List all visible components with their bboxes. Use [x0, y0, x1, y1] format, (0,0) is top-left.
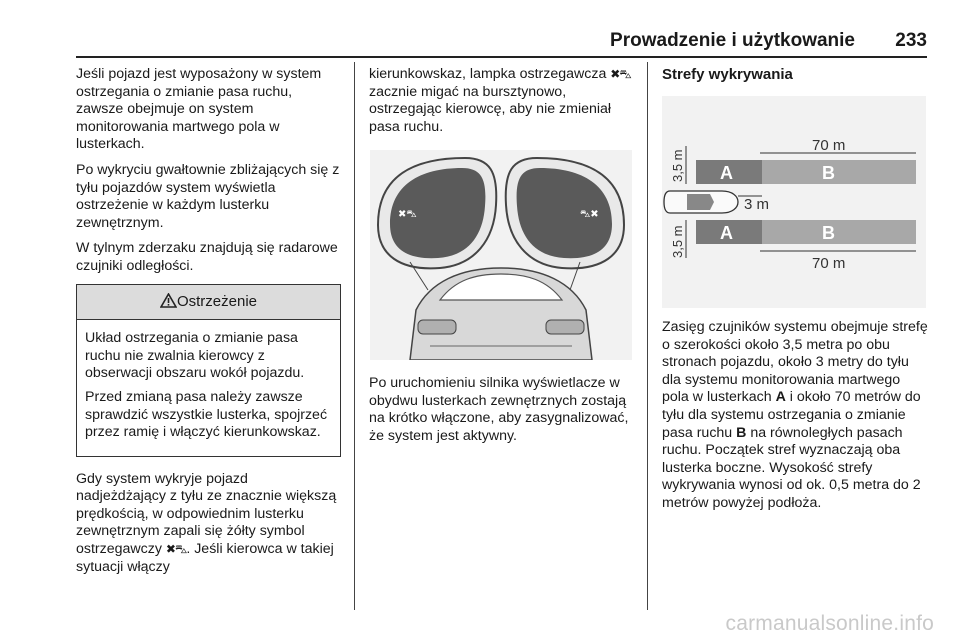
tail-light	[546, 320, 584, 334]
column-1	[76, 66, 341, 584]
text-run: . Jeśli kierowca w takiej sytuacji włączy	[76, 541, 334, 575]
zone-b-bottom	[762, 220, 916, 244]
text-run: na równoległych pasach ruchu. Początek stref wyznaczają oba lusterka boczne. Wysokość strefy wykrywania wynosi od ok. 0,5 metra do 2 metrów powyżej podłoża.	[662, 424, 921, 511]
column-3-lower	[662, 319, 928, 513]
column-3	[662, 66, 927, 90]
warning-header	[77, 285, 340, 321]
zone-b-label: B	[822, 223, 835, 243]
label-3-5m-top: 3,5 m	[670, 149, 685, 182]
mirror-alert-icon: ⛍✖	[580, 209, 599, 220]
warning-paragraph: Przed zmianą pasa należy zawsze sprawdzić wszystkie lusterka, spojrzeć przez ramię i włączyć kierunkowskaz.	[85, 388, 328, 441]
warning-box	[76, 284, 341, 457]
paragraph: Po wykryciu gwałtownie zbliżających się z tyłu pojazdów system wyświetla ostrzeżenie w każdym lusterku zewnętrznym.	[76, 161, 340, 231]
side-blind-spot-alert-icon: ✖⛍	[610, 67, 631, 81]
section-heading: Strefy wykrywania	[662, 66, 793, 83]
text-run: i około 70 metrów do tyłu dla systemu ostrzegania o zmianie pasa ruchu	[662, 389, 921, 441]
column-divider-1	[354, 62, 355, 610]
zone-b-ref: B	[736, 424, 747, 441]
tail-light	[418, 320, 456, 334]
label-70m-bottom: 70 m	[812, 255, 846, 272]
column-2	[369, 66, 635, 144]
warning-body	[77, 320, 340, 456]
zone-b-top	[762, 160, 916, 184]
zone-b-label: B	[822, 163, 835, 183]
paragraph: W tylnym zderzaku znajdują się radarowe czujniki odległości.	[76, 240, 338, 274]
paragraph	[662, 319, 928, 513]
page-number: 233	[895, 30, 927, 51]
warning-title: Ostrzeżenie	[176, 292, 258, 310]
text-run: kierunkowskaz, lampka ostrzegawcza	[369, 66, 611, 82]
warning-triangle-icon	[160, 293, 177, 308]
text-run: zacznie migać na bursztynowo, ostrzegając kierowcę, aby nie zmieniał pasa ruchu.	[369, 83, 612, 135]
warning-paragraph: Układ ostrzegania o zmianie pasa ruchu nie zwalnia kierowcy z obserwacji obszaru wokół pojazdu.	[85, 330, 305, 382]
header-rule	[76, 56, 927, 58]
paragraph: Po uruchomieniu silnika wyświetlacze w obydwu lusterkach zewnętrznych zostają na krótko włączone, aby zasygnalizować, że system jest aktywny.	[369, 375, 629, 444]
text-run: Gdy system wykryje pojazd nadjeżdżający z tyłu ze znacznie większą prędkością, w odpowiednim lusterku zewnętrznym zapali się żółty symbol ostrzegawczy	[76, 470, 337, 558]
paragraph	[369, 66, 635, 136]
watermark: carmanualsonline.info	[725, 612, 934, 635]
paragraph	[76, 471, 341, 577]
label-3m: 3 m	[744, 196, 770, 213]
side-blind-spot-alert-icon: ✖⛍	[165, 542, 187, 557]
paragraph: Jeśli pojazd jest wyposażony w system ostrzegania o zmianie pasa ruchu, zawsze obejmuje on system monitorowania martwego pola w lusterkach.	[76, 66, 322, 153]
column-divider-2	[647, 62, 648, 610]
column-2-lower	[369, 375, 635, 445]
page-header	[76, 22, 927, 51]
mirror-alert-icon: ✖⛍	[398, 209, 417, 220]
zone-a-label: A	[720, 163, 733, 183]
zone-a-label: A	[720, 223, 733, 243]
detection-zones-diagram	[662, 96, 926, 308]
label-70m-top: 70 m	[812, 137, 846, 154]
section-title: Prowadzenie i użytkowanie	[610, 30, 855, 51]
car-roof	[687, 194, 714, 210]
label-3-5m-bottom: 3,5 m	[670, 225, 685, 258]
mirrors-illustration	[370, 150, 632, 360]
zone-a-ref: A	[775, 389, 786, 406]
text-run: Zasięg czujników systemu obejmuje strefę o szerokości około 3,5 metra po obu stronach pojazdu, około 3 metry do tyłu dla systemu monitorowania martwego pola w lusterkach	[662, 319, 928, 406]
